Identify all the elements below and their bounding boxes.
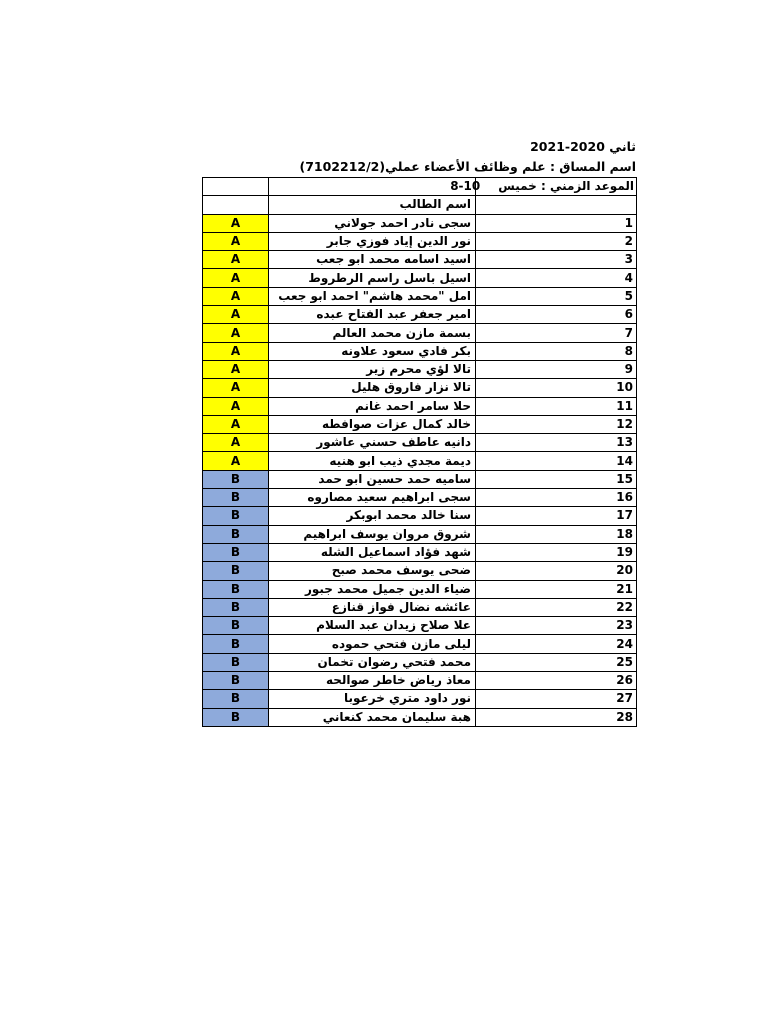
row-number-cell: 15 — [476, 470, 637, 488]
table-row — [203, 379, 637, 397]
student-name-cell: امير جعفر عبد الفتاح عبده — [269, 306, 476, 324]
group-cell: A — [203, 232, 269, 250]
group-cell: B — [203, 489, 269, 507]
row-number-cell: 17 — [476, 507, 637, 525]
student-name-cell: ليلى مازن فتحي حموده — [269, 635, 476, 653]
table-row — [203, 598, 637, 616]
row-number-cell: 10 — [476, 379, 637, 397]
table-row — [203, 324, 637, 342]
student-name-cell: تالا لؤي محرم زير — [269, 360, 476, 378]
row-number-cell: 18 — [476, 525, 637, 543]
group-cell: B — [203, 635, 269, 653]
row-number-cell: 3 — [476, 251, 637, 269]
student-name-cell: سجى نادر احمد جولاني — [269, 214, 476, 232]
table-row — [203, 434, 637, 452]
table-row — [203, 287, 637, 305]
table-row — [203, 470, 637, 488]
column-header-row — [203, 196, 637, 214]
table-row — [203, 617, 637, 635]
student-name-cell: علا صلاح زيدان عبد السلام — [269, 617, 476, 635]
group-cell: A — [203, 452, 269, 470]
row-number-cell: 9 — [476, 360, 637, 378]
semester-title: ثاني 2020-2021 — [530, 139, 636, 154]
course-title: اسم المساق : علم وظائف الأعضاء عملي(7102212/2) — [299, 159, 636, 174]
student-table — [202, 177, 637, 727]
table-row — [203, 562, 637, 580]
group-cell: B — [203, 507, 269, 525]
schedule-row — [203, 178, 637, 196]
empty-cell — [203, 178, 269, 196]
student-name-cell: امل "محمد هاشم" احمد ابو جعب — [269, 287, 476, 305]
student-name-cell: سنا خالد محمد ابوبكر — [269, 507, 476, 525]
group-cell: B — [203, 617, 269, 635]
row-number-cell: 28 — [476, 708, 637, 726]
empty-cell — [476, 196, 637, 214]
row-number-cell: 13 — [476, 434, 637, 452]
student-name-cell: ضياء الدين جميل محمد جبور — [269, 580, 476, 598]
row-number-cell: 11 — [476, 397, 637, 415]
group-cell: B — [203, 470, 269, 488]
row-number-cell: 7 — [476, 324, 637, 342]
group-cell: A — [203, 306, 269, 324]
student-name-cell: نور داود متري خرعوبا — [269, 690, 476, 708]
student-name-cell: ضحى يوسف محمد صبح — [269, 562, 476, 580]
group-cell: B — [203, 598, 269, 616]
group-cell: A — [203, 324, 269, 342]
group-cell: A — [203, 360, 269, 378]
row-number-cell: 20 — [476, 562, 637, 580]
student-name-cell: خالد كمال عزات صوافطه — [269, 415, 476, 433]
student-name-cell: سجى ابراهيم سعيد مصاروه — [269, 489, 476, 507]
table-row — [203, 525, 637, 543]
spreadsheet-sheet — [202, 137, 636, 727]
row-number-cell: 27 — [476, 690, 637, 708]
student-name-cell: دانيه عاطف حسني عاشور — [269, 434, 476, 452]
table-row — [203, 269, 637, 287]
student-name-cell: اسيد اسامه محمد ابو جعب — [269, 251, 476, 269]
student-name-cell: شهد فؤاد اسماعيل الشله — [269, 543, 476, 561]
table-row — [203, 360, 637, 378]
empty-cell — [269, 178, 476, 196]
student-name-cell: بكر فادي سعود علاونه — [269, 342, 476, 360]
student-name-cell: ساميه حمد حسين ابو حمد — [269, 470, 476, 488]
table-row — [203, 507, 637, 525]
group-cell: A — [203, 342, 269, 360]
student-name-cell: بسمة مازن محمد العالم — [269, 324, 476, 342]
group-cell: A — [203, 434, 269, 452]
group-cell: A — [203, 397, 269, 415]
row-number-cell: 14 — [476, 452, 637, 470]
table-row — [203, 543, 637, 561]
row-number-cell: 2 — [476, 232, 637, 250]
group-cell: B — [203, 562, 269, 580]
table-row — [203, 251, 637, 269]
row-number-cell: 25 — [476, 653, 637, 671]
row-number-cell: 23 — [476, 617, 637, 635]
table-row — [203, 690, 637, 708]
student-name-cell: هبة سليمان محمد كنعاني — [269, 708, 476, 726]
table-row — [203, 672, 637, 690]
group-cell: A — [203, 415, 269, 433]
row-number-cell: 5 — [476, 287, 637, 305]
table-row — [203, 306, 637, 324]
table-row — [203, 342, 637, 360]
student-name-cell: نور الدين إياد فوزي جابر — [269, 232, 476, 250]
student-name-cell: اسيل باسل راسم الرطروط — [269, 269, 476, 287]
row-number-cell: 19 — [476, 543, 637, 561]
group-cell: B — [203, 543, 269, 561]
group-cell: A — [203, 269, 269, 287]
student-name-cell: معاذ رياض خاطر صوالحه — [269, 672, 476, 690]
table-row — [203, 415, 637, 433]
row-number-cell: 21 — [476, 580, 637, 598]
row-number-cell: 24 — [476, 635, 637, 653]
table-row — [203, 708, 637, 726]
group-cell: B — [203, 653, 269, 671]
group-cell: A — [203, 287, 269, 305]
group-cell: A — [203, 214, 269, 232]
schedule-cell: الموعد الزمني : خميس8-10 — [476, 178, 637, 196]
empty-cell — [203, 196, 269, 214]
student-name-cell: محمد فتحي رضوان تخمان — [269, 653, 476, 671]
row-number-cell: 6 — [476, 306, 637, 324]
table-row — [203, 635, 637, 653]
table-row — [203, 397, 637, 415]
table-row — [203, 489, 637, 507]
table-row — [203, 653, 637, 671]
row-number-cell: 4 — [476, 269, 637, 287]
group-cell: B — [203, 525, 269, 543]
row-number-cell: 26 — [476, 672, 637, 690]
student-name-cell: ديمة مجدي ذيب ابو هنيه — [269, 452, 476, 470]
group-cell: A — [203, 251, 269, 269]
row-number-cell: 1 — [476, 214, 637, 232]
row-number-cell: 12 — [476, 415, 637, 433]
table-row — [203, 580, 637, 598]
group-cell: A — [203, 379, 269, 397]
table-row — [203, 232, 637, 250]
group-cell: B — [203, 708, 269, 726]
student-name-cell: حلا سامر احمد غانم — [269, 397, 476, 415]
table-row — [203, 452, 637, 470]
student-name-header: اسم الطالب — [269, 196, 476, 214]
group-cell: B — [203, 672, 269, 690]
student-name-cell: شروق مروان يوسف ابراهيم — [269, 525, 476, 543]
row-number-cell: 8 — [476, 342, 637, 360]
group-cell: B — [203, 580, 269, 598]
student-name-cell: تالا نزار فاروق هليل — [269, 379, 476, 397]
table-row — [203, 214, 637, 232]
student-name-cell: عائشه نضال فواز قنازع — [269, 598, 476, 616]
group-cell: B — [203, 690, 269, 708]
row-number-cell: 16 — [476, 489, 637, 507]
row-number-cell: 22 — [476, 598, 637, 616]
